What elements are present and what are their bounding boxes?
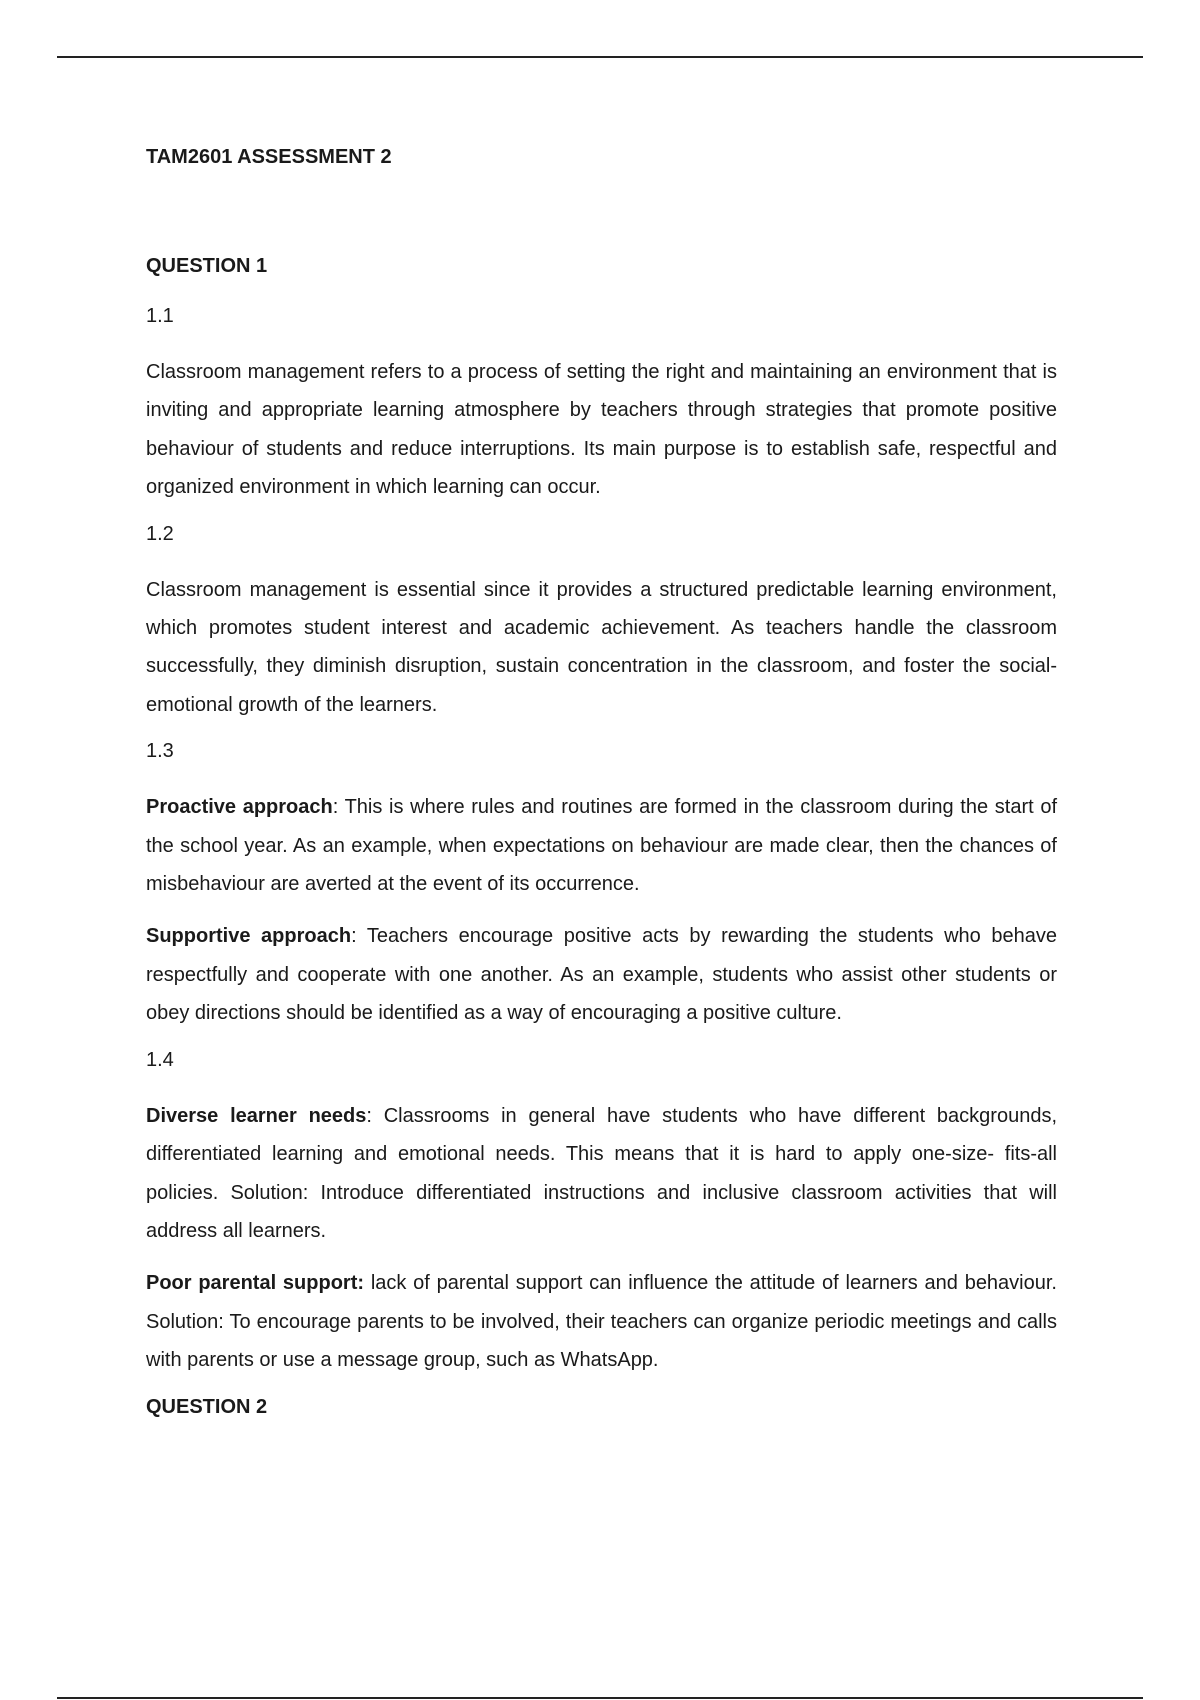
- proactive-approach-term: Proactive approach: [146, 796, 333, 819]
- document-flow: [146, 253, 1057, 1444]
- section-1-2-number: 1.2: [146, 522, 174, 545]
- proactive-approach-paragraph: [146, 788, 1057, 903]
- section-1-1-paragraph: Classroom management refers to a process of setting the right and maintaining an environment that is inviting and appropriate learning atmosphere by teachers through strategies that promote positive behaviour of students and reduce interruptions. Its main purpose is to establish safe, respectful and organized environment in which learning can occur.: [146, 361, 1057, 499]
- footer-rule: [57, 1697, 1143, 1699]
- proactive-approach-text: : This is where rules and routines are formed in the classroom during the start of the school year. As an example, when expectations on behaviour are made clear, then the chances of misbehaviour are averted at the event of its occurrence.: [146, 796, 1058, 896]
- section-1-1-number: 1.1: [146, 305, 174, 327]
- poor-parental-support-paragraph: [146, 1264, 1057, 1379]
- diverse-learner-needs-term: Diverse learner needs: [146, 1104, 367, 1127]
- document-title: TAM2601 ASSESSMENT 2: [146, 146, 392, 168]
- question-2-heading: QUESTION 2: [146, 1395, 268, 1418]
- header-rule: [57, 56, 1143, 58]
- poor-parental-support-term: Poor parental support:: [146, 1272, 365, 1295]
- supportive-approach-paragraph: [146, 917, 1057, 1032]
- supportive-approach-text: : Teachers encourage positive acts by rewarding the students who behave respectfully and cooperate with one another. As an example, students who assist other students or obey directions should be identified as a way of encouraging a positive culture.: [146, 925, 1058, 1025]
- section-1-4-number: 1.4: [146, 1048, 174, 1071]
- section-1-2-paragraph: Classroom management is essential since it provides a structured predictable learning environment, which promotes student interest and academic achievement. As teachers handle the classroom successfully, they diminish disruption, sustain concentration in the classroom, and foster the social-emotional growth of the learners.: [146, 578, 1057, 716]
- supportive-approach-term: Supportive approach: [146, 925, 352, 948]
- diverse-learner-needs-text: : Classrooms in general have students who have different backgrounds, differentiated learning and emotional needs. This means that it is hard to apply one-size- fits-all policies. Solution: Introduce differentiated instructions and inclusive classroom activities that will address all learners.: [146, 1104, 1057, 1242]
- question-1-heading: QUESTION 1: [146, 255, 268, 277]
- diverse-learner-needs-paragraph: [146, 1097, 1057, 1251]
- poor-parental-support-text: lack of parental support can influence the attitude of learners and behaviour. Solution: To encourage parents to be involved, their teachers can organize periodic meetings and calls with parents or use a message group, such as WhatsApp.: [146, 1272, 1057, 1372]
- section-1-3-number: 1.3: [146, 740, 174, 763]
